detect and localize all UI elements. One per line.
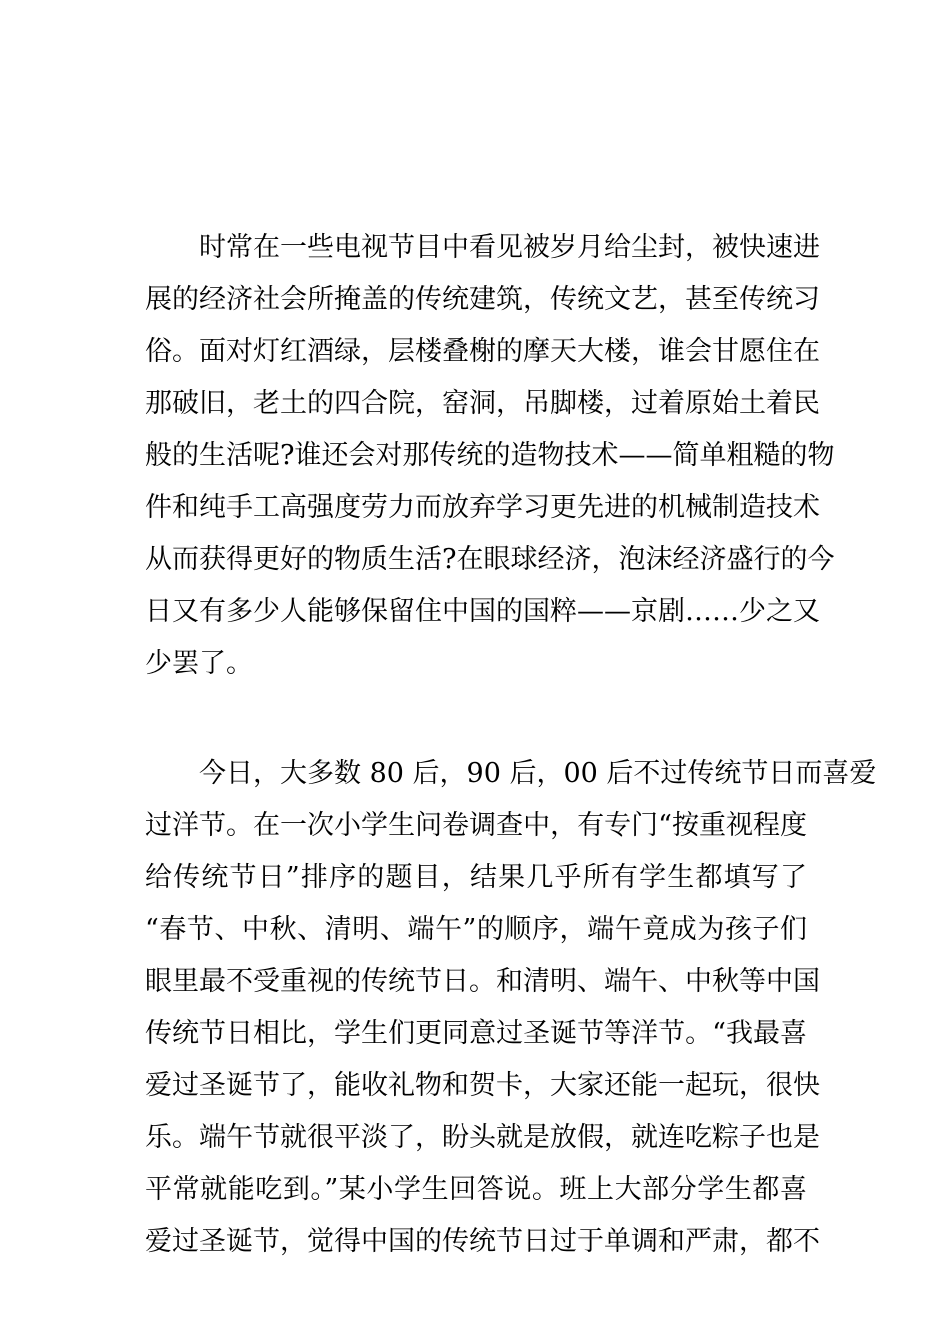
paragraph-line: 乐。端午节就很平淡了，盼头就是放假，就连吃粽子也是 <box>145 1122 820 1153</box>
paragraph-line: 从而获得更好的物质生活?在眼球经济，泡沫经济盛行的今 <box>145 544 835 575</box>
paragraph-line: 过洋节。在一次小学生问卷调查中，有专门“按重视程度 <box>145 810 807 841</box>
paragraph-line: 展的经济社会所掩盖的传统建筑，传统文艺，甚至传统习 <box>145 284 820 315</box>
paragraph-line: 眼里最不受重视的传统节日。和清明、端午、中秋等中国 <box>145 966 820 997</box>
paragraph-line: 日又有多少人能够保留住中国的国粹——京剧……少之又 <box>145 596 820 627</box>
paragraph-line: 件和纯手工高强度劳力而放弃学习更先进的机械制造技术 <box>145 492 820 523</box>
paragraph-line: 爱过圣诞节，觉得中国的传统节日过于单调和严肃，都不 <box>145 1226 820 1257</box>
paragraph-line: 给传统节日”排序的题目，结果几乎所有学生都填写了 <box>145 862 807 893</box>
paragraph-line: 般的生活呢?谁还会对那传统的造物技术——简单粗糙的物 <box>145 440 835 471</box>
paragraph-line: 少罢了。 <box>145 648 253 679</box>
paragraph-line: 那破旧，老土的四合院，窑洞，吊脚楼，过着原始土着民 <box>145 388 820 419</box>
paragraph-line: 俗。面对灯红酒绿，层楼叠榭的摩天大楼，谁会甘愿住在 <box>145 336 820 367</box>
paragraph-line: 平常就能吃到。”某小学生回答说。班上大部分学生都喜 <box>145 1174 807 1205</box>
paragraph-line: 爱过圣诞节了，能收礼物和贺卡，大家还能一起玩，很快 <box>145 1070 820 1101</box>
paragraph-line: 今日，大多数 80 后，90 后，00 后不过传统节日而喜爱 <box>199 758 877 789</box>
paragraph-line: 时常在一些电视节目中看见被岁月给尘封，被快速进 <box>199 232 820 263</box>
paragraph-line: 传统节日相比，学生们更同意过圣诞节等洋节。“我最喜 <box>145 1018 807 1049</box>
paragraph-line: “春节、中秋、清明、端午”的顺序，端午竟成为孩子们 <box>145 914 807 945</box>
